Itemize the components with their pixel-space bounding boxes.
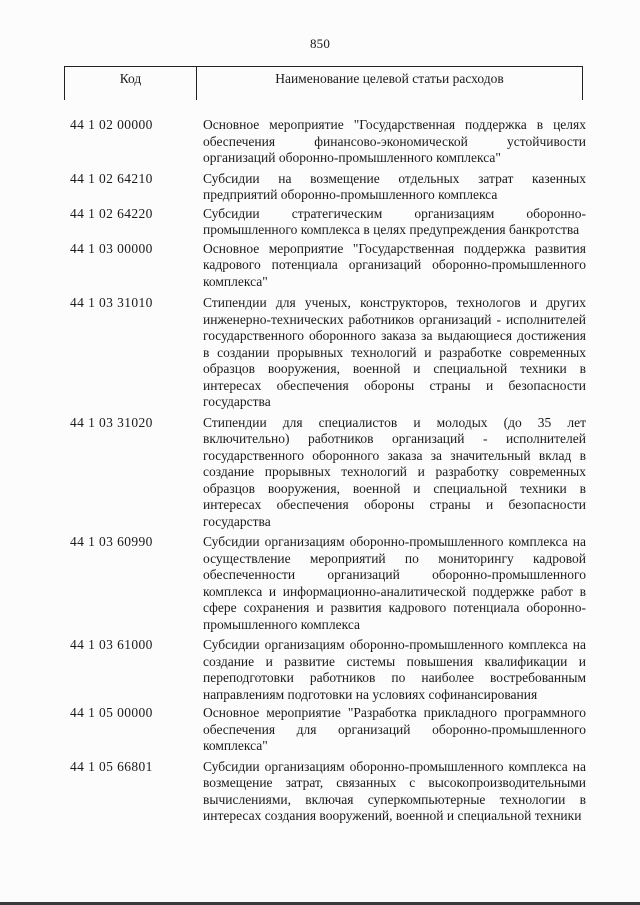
row-code: 44 1 05 66801 <box>70 758 153 774</box>
row-code: 44 1 03 31020 <box>70 414 153 430</box>
table-header <box>64 66 583 100</box>
column-header-name: Наименование целевой статьи расходов <box>275 71 504 86</box>
table-row <box>0 534 640 633</box>
table-row <box>0 705 640 755</box>
row-code: 44 1 02 64210 <box>70 170 153 186</box>
row-code: 44 1 03 61000 <box>70 637 153 652</box>
row-name: Субсидии организациям оборонно-промышленного комплекса на осуществление мероприятий по мониторингу кадровой обеспеченности организаций оборонно-промышленного комплекса и информационно-аналитической поддержке работ в сфере сохранения и развития кадрового потенциала оборонно-промышленного комплекса <box>203 534 586 632</box>
row-code: 44 1 03 00000 <box>70 240 153 256</box>
row-name: Основное мероприятие "Разработка прикладного программного обеспечения для организаций оборонно-промышленного комплекса" <box>203 705 586 753</box>
row-name: Стипендии для ученых, конструкторов, технологов и других инженерно-технических работников организаций - исполнителей государственного оборонного заказа за выдающиеся достижения в создании прорывных технологий и разработке современных образцов вооружения, военной и специальной техники в интересах обеспечения обороны страны и безопасности государства <box>203 295 586 409</box>
row-code: 44 1 02 00000 <box>70 117 153 132</box>
row-code: 44 1 03 31010 <box>70 295 153 310</box>
table-row <box>0 206 640 239</box>
row-name: Субсидии организациям оборонно-промышленного комплекса на возмещение затрат, связанных с высокопроизводительными вычислениями, включая суперкомпьютерные технологии в интересах создания вооружений, военной и специальной техники <box>203 758 586 823</box>
expense-items-list <box>0 117 640 827</box>
page-number: 850 <box>309 36 331 51</box>
row-code: 44 1 02 64220 <box>70 205 153 221</box>
table-row <box>0 637 640 703</box>
table-row <box>0 759 640 825</box>
column-header-code: Код <box>65 67 197 100</box>
row-name: Основное мероприятие "Государственная поддержка развития кадрового потенциала организаций оборонно-промышленного комплекса" <box>203 240 586 289</box>
table-row <box>0 295 640 411</box>
row-code: 44 1 03 60990 <box>70 534 153 549</box>
row-name: Основное мероприятие "Государственная поддержка в целях обеспечения финансово-экономической устойчивости организаций оборонно-промышленного комплекса" <box>203 117 586 165</box>
row-name: Субсидии организациям оборонно-промышленного комплекса на создание и развитие системы повышения квалификации и переподготовки работников по наиболее востребованным направлениям подготовки на условиях софинансирования <box>203 637 586 702</box>
table-row <box>0 171 640 204</box>
row-name: Субсидии на возмещение отдельных затрат казенных предприятий оборонно-промышленного комплекса <box>203 170 586 202</box>
table-row <box>0 117 640 167</box>
table-row <box>0 415 640 531</box>
table-row <box>0 241 640 291</box>
row-name: Стипендии для специалистов и молодых (до 35 лет включительно) работников организаций - исполнителей государственного оборонного заказа за значительный вклад в создание прорывных технологий и разработку современных образцов вооружения, военной и специальной техники в интересах обеспечения обороны страны и безопасности государства <box>203 414 586 529</box>
row-name: Субсидии стратегическим организациям оборонно-промышленного комплекса в целях предупреждения банкротства <box>203 205 586 237</box>
row-code: 44 1 05 00000 <box>70 705 153 720</box>
